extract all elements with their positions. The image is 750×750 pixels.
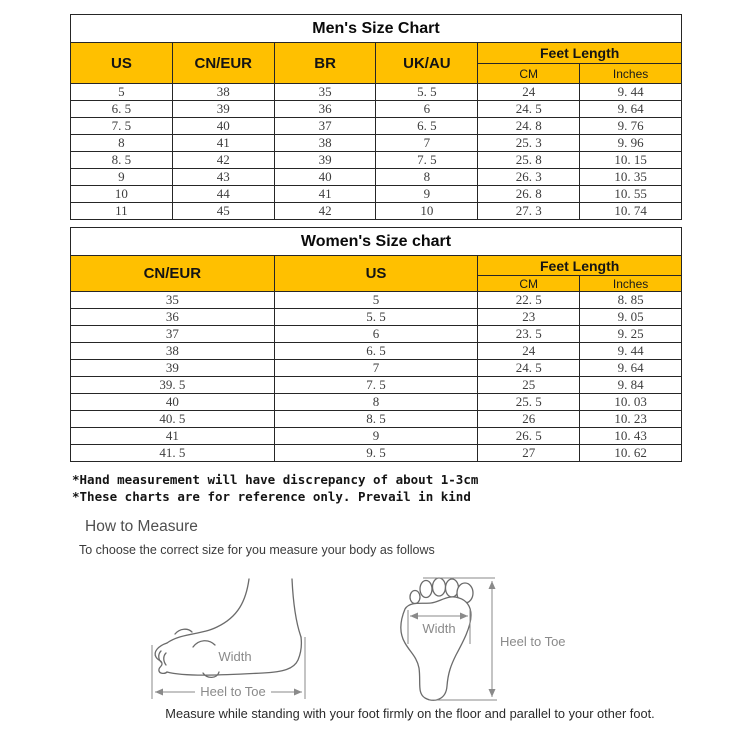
- table-cell: 9. 64: [580, 360, 682, 377]
- table-cell: 36: [274, 101, 376, 118]
- table-cell: 6. 5: [274, 343, 478, 360]
- column-header-us: US: [71, 43, 173, 84]
- table-cell: 39. 5: [71, 377, 275, 394]
- table-cell: 37: [274, 118, 376, 135]
- table-row: [71, 118, 682, 135]
- table-cell: 42: [274, 203, 376, 220]
- table-cell: 6: [274, 326, 478, 343]
- disclaimer-notes: [72, 471, 750, 505]
- side-width-label: Width: [218, 649, 252, 664]
- table-row: [71, 101, 682, 118]
- table-cell: 38: [274, 135, 376, 152]
- table-cell: 7: [376, 135, 478, 152]
- table-cell: 24. 8: [478, 118, 580, 135]
- table-cell: 38: [172, 84, 274, 101]
- table-cell: 26. 3: [478, 169, 580, 186]
- table-row: [71, 84, 682, 101]
- table-cell: 22. 5: [478, 292, 580, 309]
- table-cell: 40: [71, 394, 275, 411]
- table-cell: 39: [71, 360, 275, 377]
- table-cell: 8: [376, 169, 478, 186]
- table-row: [71, 135, 682, 152]
- table-cell: 10. 23: [580, 411, 682, 428]
- table-cell: 8. 5: [274, 411, 478, 428]
- column-header-inches: Inches: [580, 64, 682, 84]
- table-row: [71, 169, 682, 186]
- top-width-label: Width: [422, 621, 456, 636]
- table-cell: 9. 84: [580, 377, 682, 394]
- table-cell: 8: [71, 135, 173, 152]
- table-cell: 5. 5: [274, 309, 478, 326]
- table-cell: 9: [71, 169, 173, 186]
- column-header-cm: CM: [478, 276, 580, 292]
- table-cell: 7: [274, 360, 478, 377]
- table-cell: 9. 5: [274, 445, 478, 462]
- diagram-gap: [350, 565, 395, 703]
- table-row: [71, 292, 682, 309]
- table-cell: 9. 44: [580, 343, 682, 360]
- table-cell: 9. 64: [580, 101, 682, 118]
- column-header-cneur: CN/EUR: [172, 43, 274, 84]
- table-cell: 9. 96: [580, 135, 682, 152]
- table-cell: 9. 44: [580, 84, 682, 101]
- column-header-feet-length: Feet Length: [478, 256, 682, 276]
- table-cell: 10. 15: [580, 152, 682, 169]
- table-cell: 7. 5: [274, 377, 478, 394]
- table-cell: 26. 8: [478, 186, 580, 203]
- womens-chart-title: Women's Size chart: [71, 228, 682, 256]
- table-cell: 10: [376, 203, 478, 220]
- column-header-br: BR: [274, 43, 376, 84]
- table-row: [71, 326, 682, 343]
- table-cell: 24: [478, 343, 580, 360]
- table-cell: 35: [71, 292, 275, 309]
- table-cell: 5: [71, 84, 173, 101]
- table-cell: 8. 5: [71, 152, 173, 169]
- top-heel-to-toe-label: Heel to Toe: [500, 634, 566, 649]
- table-cell: 9. 76: [580, 118, 682, 135]
- table-cell: 10. 35: [580, 169, 682, 186]
- table-cell: 23: [478, 309, 580, 326]
- table-cell: 25. 8: [478, 152, 580, 169]
- table-row: [71, 411, 682, 428]
- table-cell: 10. 62: [580, 445, 682, 462]
- measure-instruction-caption: Measure while standing with your foot firmly on the floor and parallel to your other foot.: [165, 706, 655, 721]
- table-cell: 45: [172, 203, 274, 220]
- table-row: [71, 445, 682, 462]
- table-cell: 24: [478, 84, 580, 101]
- column-header-us: US: [274, 256, 478, 292]
- table-cell: 39: [172, 101, 274, 118]
- table-cell: 10. 03: [580, 394, 682, 411]
- table-row: [71, 43, 682, 64]
- note-line: *These charts are for reference only. Prevail in kind: [72, 489, 471, 504]
- side-heel-to-toe-label: Heel to Toe: [200, 684, 266, 699]
- table-cell: 9: [376, 186, 478, 203]
- table-cell: 42: [172, 152, 274, 169]
- table-cell: 25: [478, 377, 580, 394]
- table-cell: 6. 5: [71, 101, 173, 118]
- table-cell: 10. 43: [580, 428, 682, 445]
- table-cell: 10: [71, 186, 173, 203]
- womens-size-table: [70, 227, 682, 462]
- table-cell: 41. 5: [71, 445, 275, 462]
- table-cell: 41: [71, 428, 275, 445]
- table-cell: 39: [274, 152, 376, 169]
- table-row: [71, 309, 682, 326]
- mens-chart-title: Men's Size Chart: [71, 15, 682, 43]
- table-row: [71, 228, 682, 256]
- table-cell: 26. 5: [478, 428, 580, 445]
- table-row: [71, 203, 682, 220]
- column-header-cneur: CN/EUR: [71, 256, 275, 292]
- table-cell: 9: [274, 428, 478, 445]
- table-cell: 5: [274, 292, 478, 309]
- table-cell: 43: [172, 169, 274, 186]
- table-cell: 7. 5: [376, 152, 478, 169]
- table-cell: 10. 55: [580, 186, 682, 203]
- table-cell: 8. 85: [580, 292, 682, 309]
- table-row: [71, 377, 682, 394]
- table-cell: 10. 74: [580, 203, 682, 220]
- table-cell: 25. 3: [478, 135, 580, 152]
- table-cell: 41: [172, 135, 274, 152]
- table-cell: 35: [274, 84, 376, 101]
- table-row: [71, 186, 682, 203]
- column-header-feet-length: Feet Length: [478, 43, 682, 64]
- table-cell: 40. 5: [71, 411, 275, 428]
- foot-top-outline: [401, 578, 473, 700]
- table-cell: 23. 5: [478, 326, 580, 343]
- table-cell: 36: [71, 309, 275, 326]
- how-to-measure-subtitle: To choose the correct size for you measure your body as follows: [79, 543, 435, 557]
- measurement-diagrams: [145, 565, 750, 703]
- foot-side-view-diagram: [145, 565, 350, 703]
- table-row: [71, 152, 682, 169]
- how-to-measure-heading: How to Measure: [85, 518, 198, 535]
- table-row: [71, 256, 682, 276]
- table-cell: 24. 5: [478, 101, 580, 118]
- table-cell: 24. 5: [478, 360, 580, 377]
- column-header-ukau: UK/AU: [376, 43, 478, 84]
- table-row: [71, 360, 682, 377]
- table-cell: 5. 5: [376, 84, 478, 101]
- table-cell: 37: [71, 326, 275, 343]
- table-cell: 38: [71, 343, 275, 360]
- table-row: [71, 343, 682, 360]
- table-cell: 44: [172, 186, 274, 203]
- table-cell: 6: [376, 101, 478, 118]
- note-line: *Hand measurement will have discrepancy of about 1-3cm: [72, 472, 479, 487]
- table-cell: 27: [478, 445, 580, 462]
- table-cell: 8: [274, 394, 478, 411]
- foot-top-view-diagram: [395, 565, 610, 703]
- table-row: [71, 394, 682, 411]
- table-row: [71, 428, 682, 445]
- table-cell: 40: [172, 118, 274, 135]
- table-cell: 25. 5: [478, 394, 580, 411]
- table-row: [71, 15, 682, 43]
- table-cell: 11: [71, 203, 173, 220]
- table-cell: 41: [274, 186, 376, 203]
- table-cell: 27. 3: [478, 203, 580, 220]
- table-cell: 40: [274, 169, 376, 186]
- mens-size-table: [70, 14, 682, 220]
- table-cell: 9. 25: [580, 326, 682, 343]
- column-header-inches: Inches: [580, 276, 682, 292]
- table-cell: 7. 5: [71, 118, 173, 135]
- table-cell: 26: [478, 411, 580, 428]
- table-cell: 9. 05: [580, 309, 682, 326]
- column-header-cm: CM: [478, 64, 580, 84]
- table-cell: 6. 5: [376, 118, 478, 135]
